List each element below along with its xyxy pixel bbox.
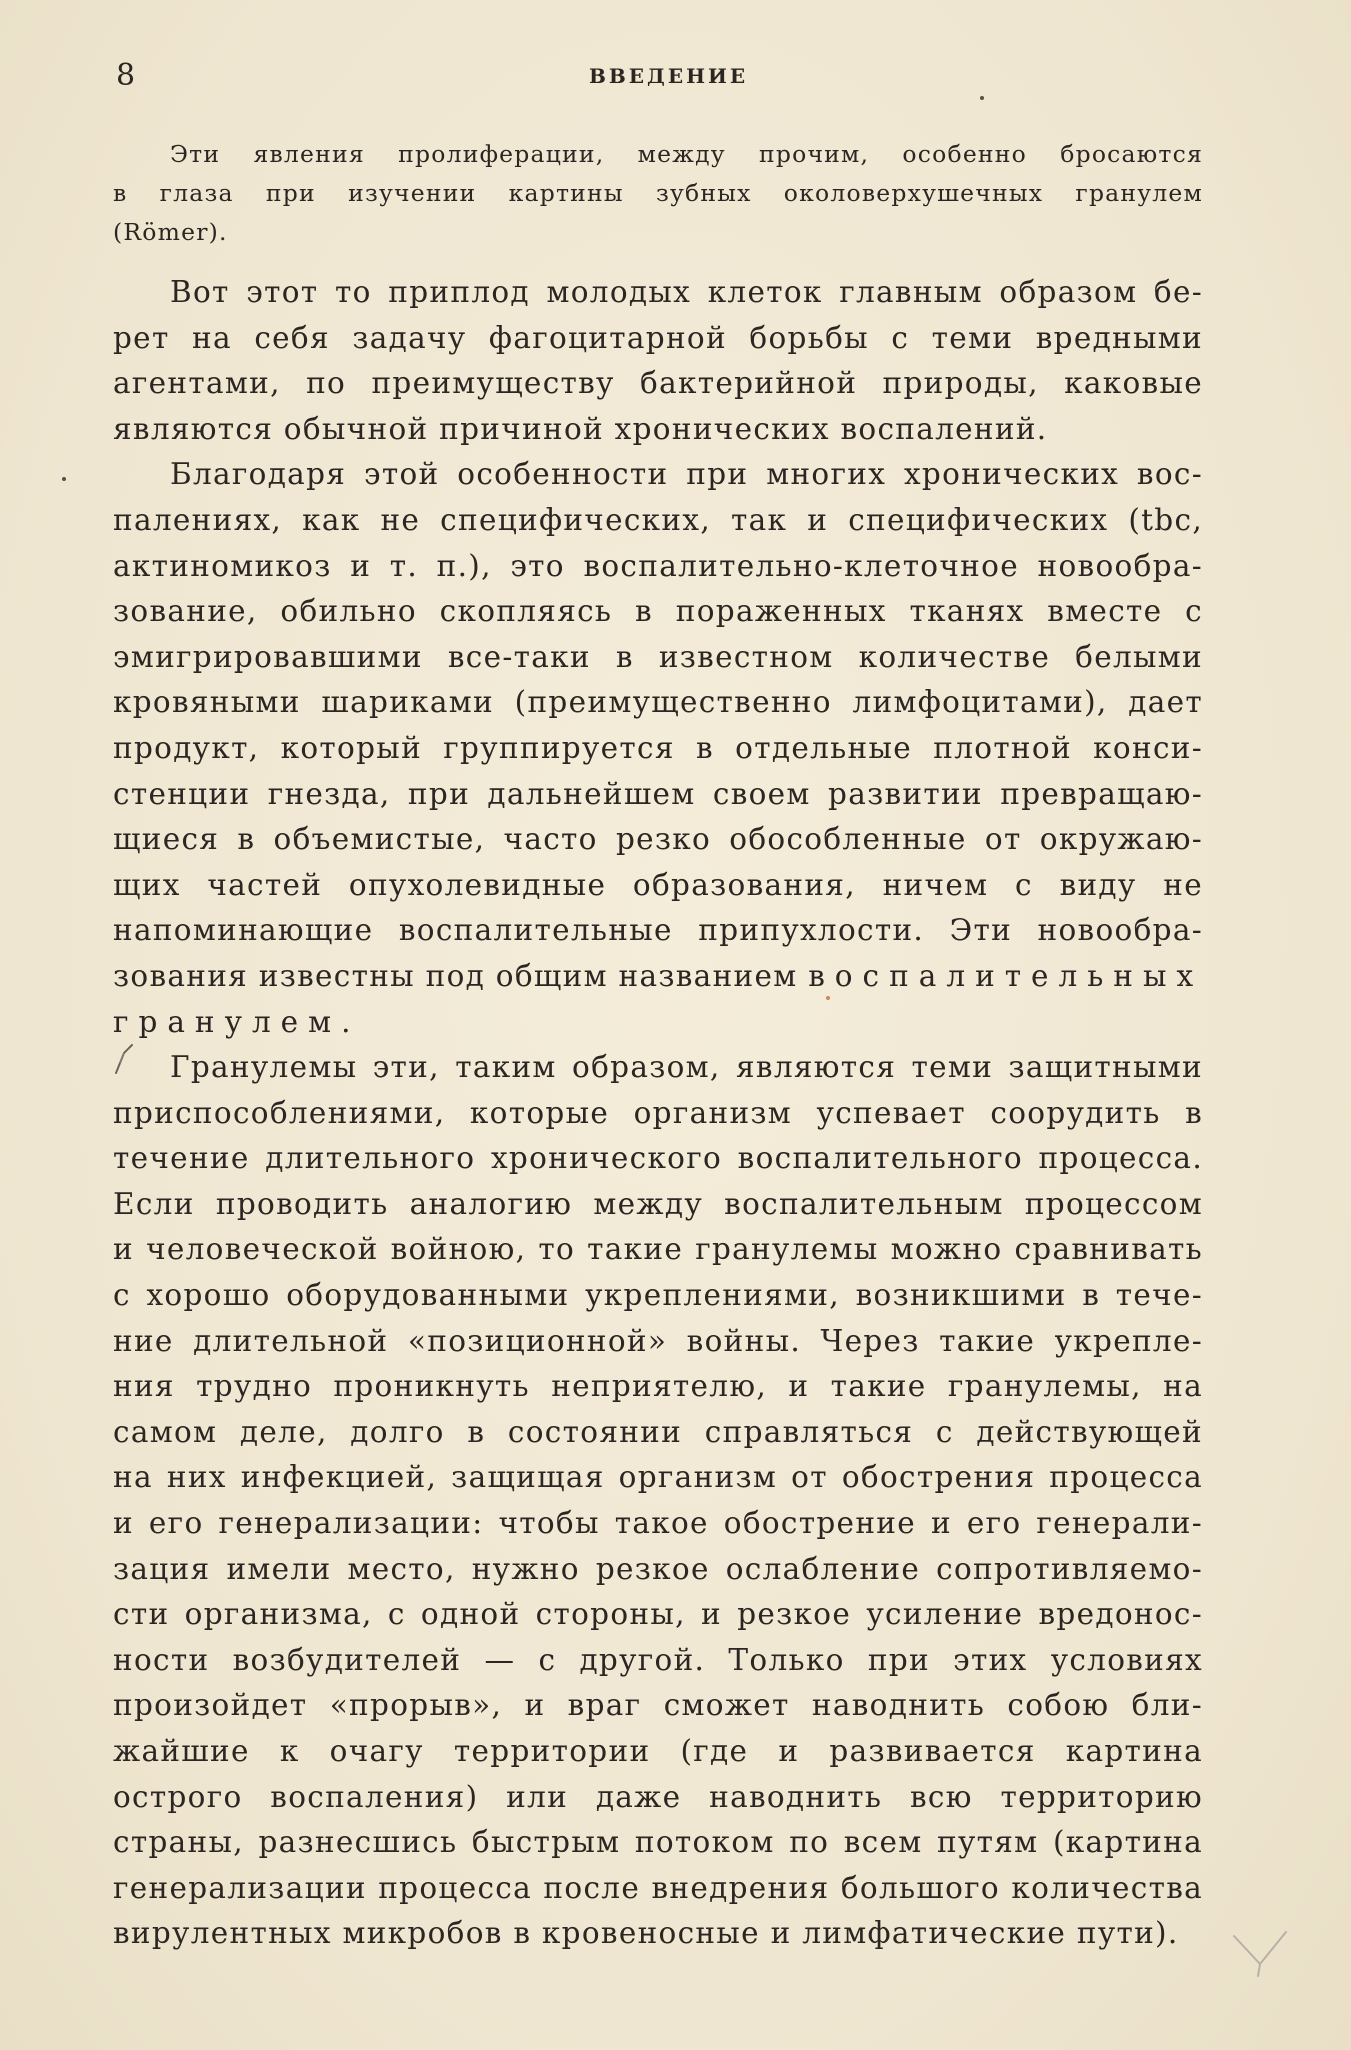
note-line: (Römer). bbox=[113, 218, 228, 246]
text-line: течение длительного хронического воспалительного процесса. bbox=[113, 1141, 1203, 1176]
text-line: ности возбудителей — с другой. Только при этих условиях bbox=[113, 1642, 1203, 1677]
text-line: рет на себя задачу фагоцитарной борьбы с теми вредными bbox=[113, 320, 1203, 355]
text-line: и его генерализации: чтобы такое обострение и его генерали- bbox=[113, 1506, 1203, 1541]
paragraph-3 bbox=[113, 1045, 1203, 1957]
note-line: в глаза при изучении картины зубных околоверхушечных гранулем bbox=[113, 179, 1203, 207]
text-line: Если проводить аналогию между воспалительным процессом bbox=[113, 1186, 1203, 1221]
spaced-term: гранулем. bbox=[113, 1004, 361, 1039]
small-print-note bbox=[113, 135, 1203, 252]
margin-speck bbox=[826, 996, 830, 1000]
page-number: 8 bbox=[116, 58, 137, 93]
text-line: генерализации процесса после внедрения большого количества bbox=[113, 1870, 1203, 1905]
text-line: напоминающие воспалительные припухлости. Эти новообра- bbox=[113, 913, 1203, 948]
text-line: щих частей опухолевидные образования, ничем с виду не bbox=[113, 867, 1203, 902]
margin-speck bbox=[980, 96, 984, 100]
text-line: вирулентных микробов в кровеносные и лимфатические пути). bbox=[113, 1916, 1179, 1951]
pencil-mark-icon bbox=[112, 1043, 138, 1077]
text-line: эмигрировавшими все-таки в известном количестве белыми bbox=[113, 639, 1203, 674]
text-line: Гранулемы эти, таким образом, являются теми защитными bbox=[170, 1050, 1203, 1085]
text-line: ния трудно проникнуть неприятелю, и такие гранулемы, на bbox=[113, 1369, 1203, 1404]
running-head: ВВЕДЕНИЕ bbox=[589, 64, 749, 88]
corner-pencil-mark-icon bbox=[1230, 1930, 1290, 1980]
text-line: с хорошо оборудованными укреплениями, возникшими в тече- bbox=[113, 1278, 1203, 1313]
text-line: самом деле, долго в состоянии справляться с действующей bbox=[113, 1414, 1203, 1449]
text-line: агентами, по преимуществу бактерийной природы, каковые bbox=[113, 366, 1203, 401]
paragraph-1 bbox=[113, 270, 1203, 452]
text-line: жайшие к очагу территории (где и развивается картина bbox=[113, 1734, 1203, 1768]
text-line: зование, обильно скопляясь в пораженных тканях вместе с bbox=[113, 594, 1203, 629]
text-line: актиномикоз и т. п.), это воспалительно-клеточное новообра- bbox=[113, 548, 1203, 583]
text-line-start: зования известны под общим названием bbox=[113, 958, 798, 993]
text-line: и человеческой войною, то такие гранулемы можно сравнивать bbox=[113, 1232, 1203, 1267]
margin-speck bbox=[62, 477, 66, 481]
text-line: страны, разнесшись быстрым потоком по всем путям (картина bbox=[113, 1825, 1203, 1860]
text-line: ние длительной «позиционной» войны. Через такие укрепле- bbox=[113, 1323, 1203, 1358]
text-line: произойдет «прорыв», и враг сможет наводнить собою бли- bbox=[113, 1688, 1203, 1723]
text-line: приспособлениями, которые организм успевает соорудить в bbox=[113, 1095, 1203, 1130]
text-line: палениях, как не специфических, так и специфических (tbc, bbox=[113, 502, 1203, 537]
text-line: острого воспаления) или даже наводнить всю территорию bbox=[113, 1779, 1203, 1814]
text-line: Благодаря этой особенности при многих хронических вос- bbox=[170, 457, 1203, 492]
spaced-term: воспалительных bbox=[808, 958, 1204, 993]
text-line: являются обычной причиной хронических воспалений. bbox=[113, 411, 1048, 446]
note-line: Эти явления пролиферации, между прочим, особенно бросаются bbox=[170, 140, 1203, 168]
text-line: продукт, который группируется в отдельные плотной конси- bbox=[113, 730, 1203, 765]
text-line: кровяными шариками (преимущественно лимфоцитами), дает bbox=[113, 685, 1203, 720]
text-line: Вот этот то приплод молодых клеток главным образом бе- bbox=[170, 275, 1203, 309]
paragraph-2 bbox=[113, 452, 1203, 1045]
text-line: сти организма, с одной стороны, и резкое усиление вредонос- bbox=[113, 1597, 1203, 1632]
text-line: стенции гнезда, при дальнейшем своем развитии превращаю- bbox=[113, 776, 1203, 811]
text-line bbox=[113, 1000, 1203, 1046]
text-line: щиеся в объемистые, часто резко обособленные от окружаю- bbox=[113, 822, 1203, 857]
text-line: зация имели место, нужно резкое ослабление сопротивляемо- bbox=[113, 1551, 1203, 1586]
text-block bbox=[113, 135, 1203, 1957]
text-line bbox=[113, 954, 1203, 1000]
text-line: на них инфекцией, защищая организм от обострения процесса bbox=[113, 1460, 1203, 1495]
